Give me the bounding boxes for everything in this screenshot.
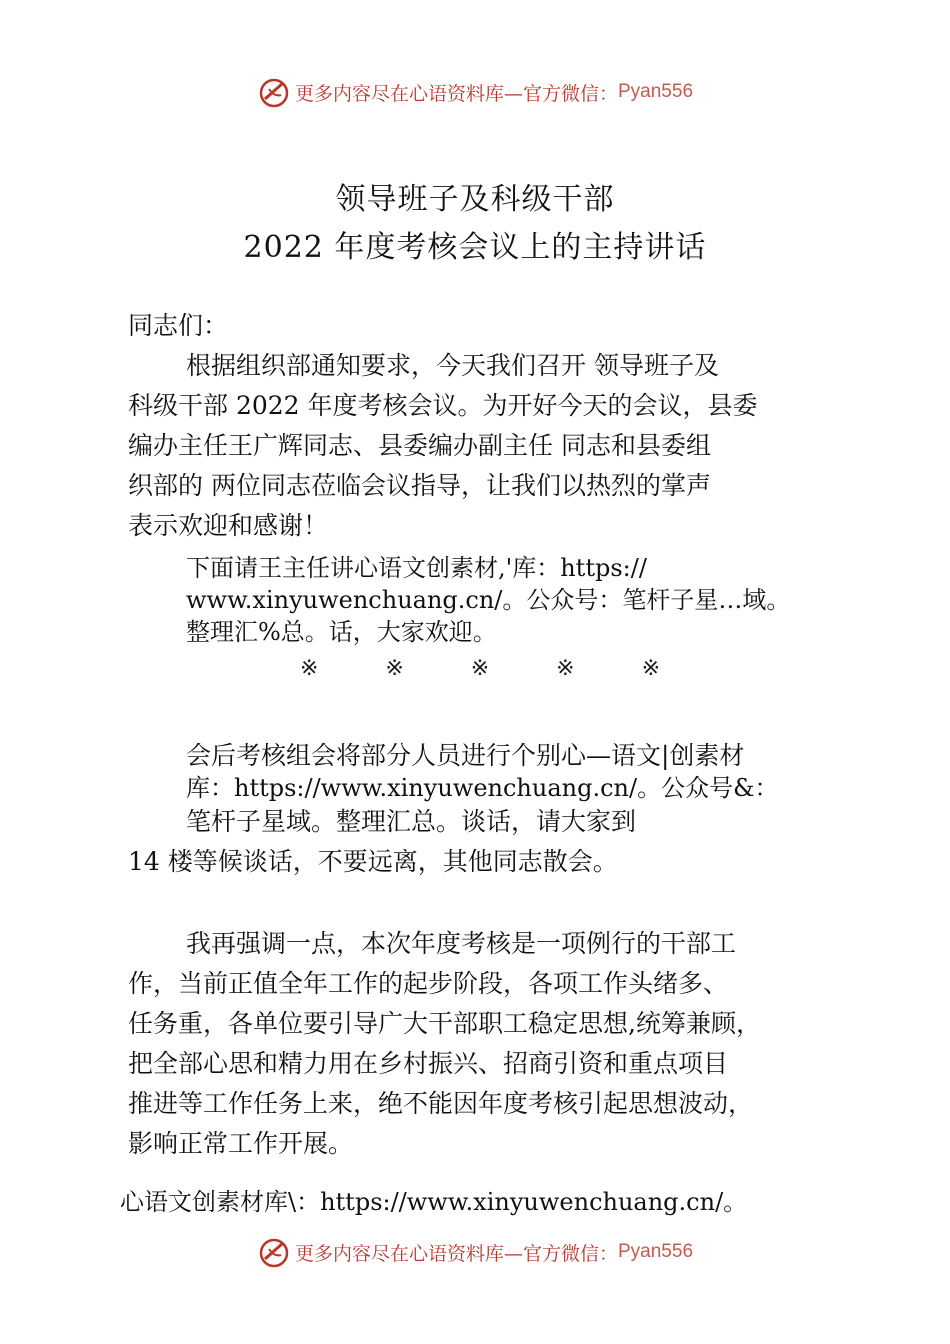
title-line-2: 2022 年度考核会议上的主持讲话 xyxy=(243,230,707,265)
paragraph-1-line: 表示欢迎和感谢！ xyxy=(128,511,329,540)
title-line-1: 领导班子及科级干部 xyxy=(335,182,615,217)
banner-contact: Pyan556 xyxy=(618,81,694,102)
separator-star: ※ xyxy=(470,656,490,681)
separator-star: ※ xyxy=(385,656,404,681)
footer-source-line: 心语文创素材库\：https://www.xinyuwenchuang.cn/。 xyxy=(120,1188,748,1216)
paragraph-1-line: 编办主任王广辉同志、县委编办副主任 同志和县委组 xyxy=(128,431,711,460)
logo-icon xyxy=(257,75,291,109)
separator-star: ※ xyxy=(300,656,319,681)
paragraph-4-line: 影响正常工作开展。 xyxy=(128,1129,354,1158)
banner-text: 更多内容尽在心语资料库—官方微信： xyxy=(294,82,618,105)
paragraph-3-line: 会后考核组会将部分人员进行个别心—语文|创素材 xyxy=(186,741,745,770)
logo-icon xyxy=(257,1235,291,1269)
paragraph-4-line: 作，当前正值全年工作的起步阶段，各项工作头绪多、 xyxy=(128,969,729,998)
footer-banner xyxy=(0,1232,950,1272)
paragraph-1-line: 科级干部 2022 年度考核会议。为开好今天的会议，县委 xyxy=(128,391,758,420)
paragraph-3-line: 14 楼等候谈话，不要远离，其他同志散会。 xyxy=(128,847,618,876)
paragraph-4-line: 把全部心思和精力用在乡村振兴、招商引资和重点项目 xyxy=(128,1049,729,1078)
paragraph-2-line: 下面请王主任讲心语文创素材,'库：https:// xyxy=(186,554,647,582)
paragraph-3-line: 库：https://www.xinyuwenchuang.cn/。公众号&： xyxy=(186,774,779,802)
paragraph-2-line: 整理汇%总。话，大家欢迎。 xyxy=(186,618,497,646)
paragraph-1-line: 织部的 两位同志莅临会议指导，让我们以热烈的掌声 xyxy=(128,471,711,500)
header-banner xyxy=(0,72,950,112)
paragraph-4-line: 推进等工作任务上来，绝不能因年度考核引起思想波动， xyxy=(128,1089,754,1118)
paragraph-4-line: 我再强调一点，本次年度考核是一项例行的干部工 xyxy=(186,929,737,958)
banner-text: 更多内容尽在心语资料库—官方微信： xyxy=(294,1242,618,1265)
paragraph-3-line: 笔杆子星域。整理汇总。谈话，请大家到 xyxy=(186,807,637,836)
banner-contact: Pyan556 xyxy=(618,1241,694,1262)
separator-star: ※ xyxy=(641,656,660,681)
paragraph-4-line: 任务重，各单位要引导广大干部职工稳定思想,统筹兼顾， xyxy=(128,1009,761,1038)
separator-stars xyxy=(300,656,660,681)
salutation: 同志们： xyxy=(128,311,229,340)
paragraph-1-line: 根据组织部通知要求，今天我们召开 领导班子及 xyxy=(186,351,719,380)
separator-star: ※ xyxy=(556,656,575,681)
paragraph-2-line: www.xinyuwenchuang.cn/。公众号：笔杆子星…域。 xyxy=(186,586,791,614)
